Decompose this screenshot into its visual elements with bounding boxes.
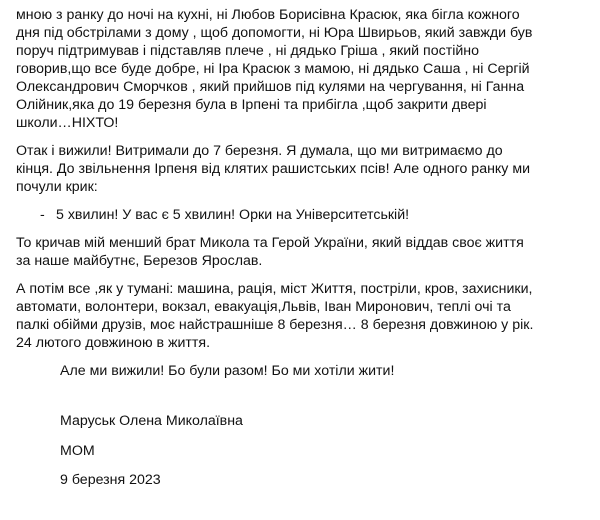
para1-line-5: Олександрович Сморчков , який прийшов під кулями на чергування, ні Ганна (16, 79, 525, 95)
para3-line-1: То кричав мій менший брат Микола та Герой України, який віддав своє життя (16, 235, 524, 251)
para1-line-3: поруч підтримував і підставляв плече , ні дядько Гріша , який постійно (16, 43, 480, 59)
para1-line-2: дня під обстрілами з дому , щоб допомогти, ні Юра Швирьов, який завжди був (16, 25, 533, 41)
signature-date: 9 березня 2023 (60, 472, 161, 488)
bullet-text: 5 хвилин! У вас є 5 хвилин! Орки на Університетській! (56, 207, 410, 223)
para4-line-4: 24 лютого довжиною в життя. (16, 335, 211, 351)
signature-org: МОМ (60, 443, 95, 459)
para1-line-6: Олійник,яка до 19 березня була в Ірпені та прибігла ,щоб закрити двері (16, 97, 487, 113)
closing-line: Але ми вижили! Бо були разом! Бо ми хотіли жити! (60, 363, 395, 379)
para2-line-3: почули крик: (16, 179, 98, 195)
bullet-marker: - (40, 207, 45, 223)
signature-name: Маруськ Олена Миколаївна (60, 413, 243, 429)
para4-line-1: А потім все ,як у тумані: машина, рація, міст Життя, постріли, кров, захисники, (16, 281, 533, 297)
para1-line-4: говорив,що все буде добре, ні Іра Красюк з мамою, ні дядько Саша , ні Сергій (16, 61, 530, 77)
para4-line-3: палкі обійми друзів, моє найстрашніше 8 березня… 8 березня довжиною у рік. (16, 317, 534, 333)
para2-line-1: Отак і вижили! Витримали до 7 березня. Я думала, що ми витримаємо до (16, 143, 503, 159)
para1-line-1: мною з ранку до ночі на кухні, ні Любов Борисівна Красюк, яка бігла кожного (16, 7, 520, 23)
para3-line-2: за наше майбутнє, Березов Ярослав. (16, 253, 263, 269)
para1-line-7: школи…НІХТО! (16, 115, 119, 131)
para4-line-2: автомати, волонтери, вокзал, евакуація,Львів, Іван Миронович, теплі очі та (16, 299, 511, 315)
para2-line-2: кінця. До звільнення Ірпеня від клятих рашистських псів! Але одного ранку ми (16, 161, 530, 177)
